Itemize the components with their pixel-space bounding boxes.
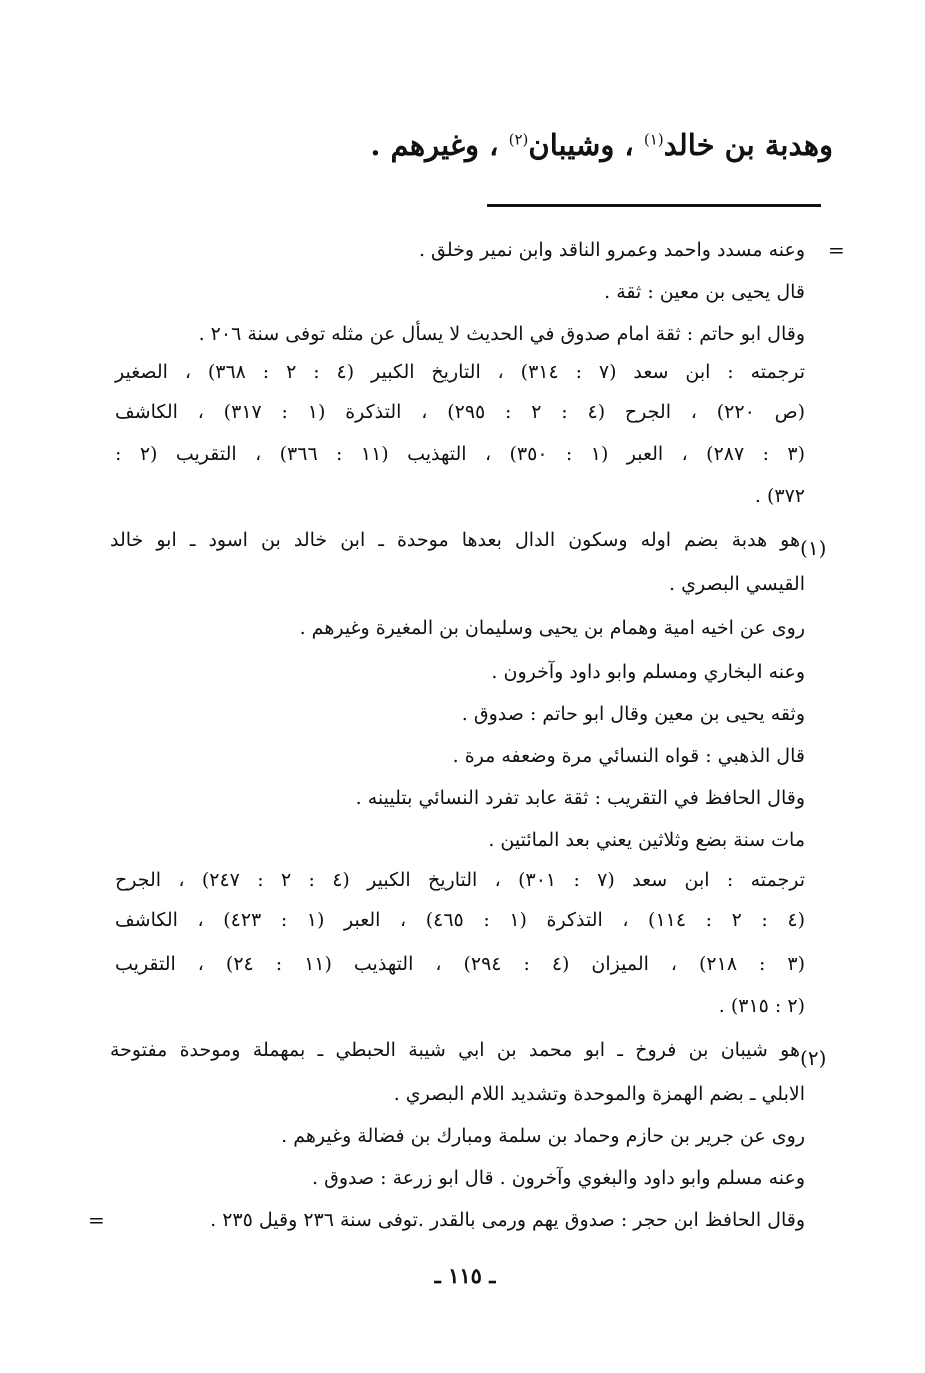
continued-note-line: ٣٧٢) . bbox=[754, 485, 805, 507]
continued-note-line: قال يحيى بن معين : ثقة . bbox=[604, 281, 805, 303]
footnote-1-marker: (١) bbox=[800, 536, 827, 560]
footnote-2-line: الابلي ـ بضم الهمزة والموحدة وتشديد اللام البصري . bbox=[393, 1083, 805, 1105]
footnote-1-line: ترجمته : ابن سعد (٧ : ٣٠١) ، التاريخ الكبير (٤ : ٢ : ٢٤٧) ، الجرح bbox=[115, 869, 805, 891]
continuation-end-marker: = bbox=[88, 1208, 105, 1232]
footnote-1-line: وقال الحافظ في التقريب : ثقة عابد تفرد النسائي بتليينه . bbox=[355, 787, 805, 809]
main-text-part2: ، وشيبان bbox=[528, 128, 634, 162]
footnote-1-line: هو هدبة بضم اوله وسكون الدال بعدها موحدة ـ ابن خالد بن اسود ـ ابو خالد bbox=[110, 529, 800, 551]
footnote-2-line: روى عن جرير بن حازم وحماد بن سلمة ومبارك بن فضالة وغيرهم . bbox=[281, 1125, 805, 1147]
footnote-separator-rule bbox=[487, 204, 821, 207]
footnote-1-line: وثقه يحيى بن معين وقال ابو حاتم : صدوق . bbox=[461, 703, 805, 725]
footnote-1-line: (٣ : ٢١٨) ، الميزان (٤ : ٢٩٤) ، التهذيب (١١ : ٢٤) ، التقريب bbox=[115, 953, 806, 975]
footnote-2-line: وعنه مسلم وابو داود والبغوي وآخرون . قال ابو زرعة : صدوق . bbox=[312, 1167, 805, 1189]
continued-note-line: ترجمته : ابن سعد (٧ : ٣١٤) ، التاريخ الكبير (٤ : ٢ : ٣٦٨) ، الصغير bbox=[115, 361, 805, 383]
footnote-1-line: وعنه البخاري ومسلم وابو داود وآخرون . bbox=[491, 661, 805, 683]
footnote-2-line: وقال الحافظ ابن حجر : صدوق يهم ورمى بالقدر .توفى سنة ٢٣٦ وقيل ٢٣٥ . bbox=[210, 1209, 805, 1231]
continued-note-line: (٣ : ٢٨٧) ، العبر (١ : ٣٥٠) ، التهذيب (١١ : ٣٦٦) ، التقريب (٢ : bbox=[115, 443, 806, 465]
footnote-2-line: هو شيبان بن فروخ ـ ابو محمد بن ابي شيبة الحبطي ـ بمهملة وموحدة مفتوحة bbox=[110, 1039, 800, 1061]
continued-note-line: وعنه مسدد واحمد وعمرو الناقد وابن نمير وخلق . bbox=[418, 239, 805, 261]
footnote-1-line: مات سنة بضع وثلاثين يعني بعد المائتين . bbox=[488, 829, 805, 851]
footnote-1-line: (٢ : ٣١٥) . bbox=[718, 995, 805, 1017]
main-text-part3: ، وغيرهم . bbox=[370, 128, 499, 162]
footnote-ref-2: (٢) bbox=[508, 130, 529, 149]
footnote-2-marker: (٢) bbox=[800, 1046, 827, 1070]
footnote-1-line: (٤ : ٢ : ١١٤) ، التذكرة (١ : ٤٦٥) ، العبر (١ : ٤٢٣) ، الكاشف bbox=[115, 909, 806, 931]
main-text-line bbox=[213, 128, 833, 162]
footnote-ref-1: (١) bbox=[643, 130, 664, 149]
continued-note-line: وقال ابو حاتم : ثقة امام صدوق في الحديث لا يسأل عن مثله توفى سنة ٢٠٦ . bbox=[198, 323, 805, 345]
continuation-marker: = bbox=[828, 238, 845, 262]
footnote-1-line: القيسي البصري . bbox=[669, 573, 805, 595]
footnote-1-line: روى عن اخيه امية وهمام بن يحيى وسليمان بن المغيرة وغيرهم . bbox=[299, 617, 805, 639]
main-text-part1: وهدبة بن خالد bbox=[663, 128, 833, 162]
continued-note-line: (ص ٢٢٠) ، الجرح (٤ : ٢ : ٢٩٥) ، التذكرة (١ : ٣١٧) ، الكاشف bbox=[115, 401, 805, 423]
footnote-1-line: قال الذهبي : قواه النسائي مرة وضعفه مرة . bbox=[452, 745, 805, 767]
page-number: ـ ١١٥ ـ bbox=[434, 1263, 496, 1288]
